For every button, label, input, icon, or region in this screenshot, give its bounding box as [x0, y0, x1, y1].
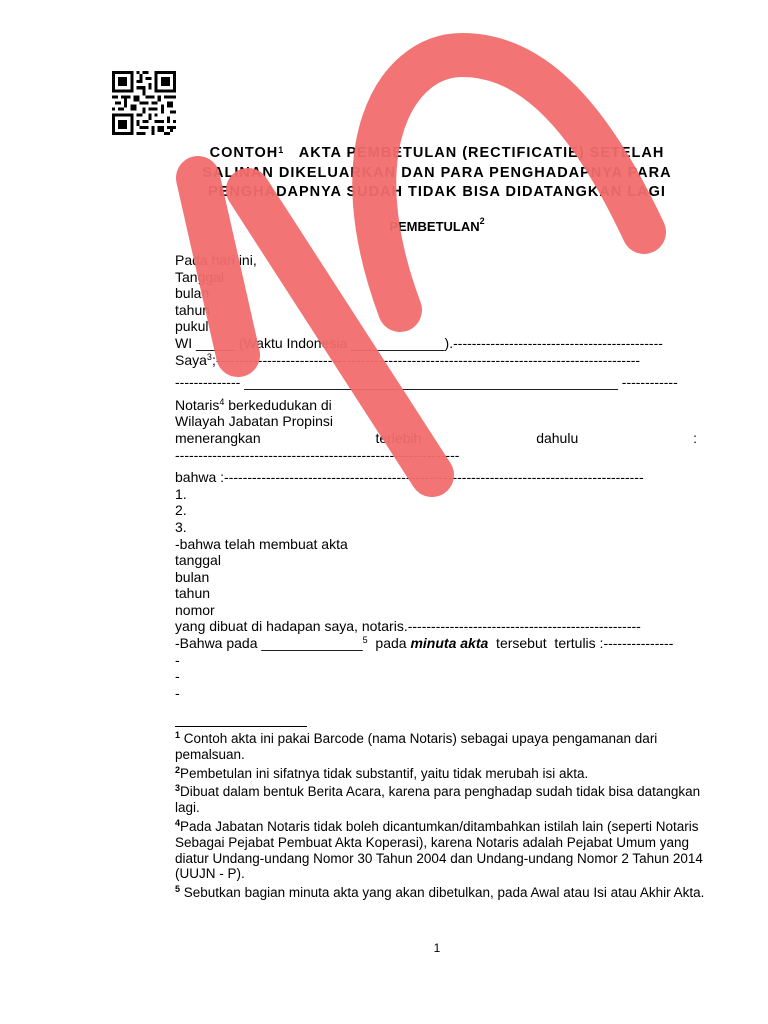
body-text: Saya [175, 351, 207, 368]
footnote-separator [175, 726, 307, 727]
footnote-ref-1[interactable]: 1 [278, 145, 285, 155]
body-line: yang dibuat di hadapan saya, notaris.-------------------------------------------------- [175, 618, 641, 635]
body-line: bulan [175, 285, 210, 302]
body-text: pada [367, 635, 411, 652]
body-line: 1. [175, 485, 187, 502]
body-word: : [693, 429, 697, 446]
footnote-number: 5 [175, 884, 181, 895]
body-line: - [175, 668, 180, 685]
footnotes [175, 731, 705, 904]
body-text: Notaris [175, 396, 220, 413]
body-line-justified [175, 430, 697, 447]
body-text: berkedudukan di [224, 396, 332, 413]
body-line: Tanggal [175, 268, 225, 285]
body-text: ;------------------------------------------------------------------------------------------- [211, 351, 641, 368]
document-title [170, 144, 704, 203]
body-line: tahun [175, 585, 211, 602]
body-word: menerangkan [175, 429, 261, 446]
body-line [175, 635, 697, 652]
body-line: WI _____ (Waktu Indonesia ____________).--------------------------------------------- [175, 334, 663, 351]
body-text: -Bahwa pada _____________ [175, 635, 363, 652]
footnote-number: 2 [175, 764, 181, 775]
footnote-ref-4[interactable]: 4 [219, 396, 225, 407]
body-line: -------------- ________________________________________________ ------------ [175, 374, 678, 391]
body-line: bulan [175, 568, 210, 585]
body-line: 2. [175, 502, 187, 519]
body-line: tahun [175, 301, 211, 318]
footnote-number: 1 [175, 730, 181, 740]
qr-code-image [112, 71, 176, 135]
emphasis-text: minuta akta [410, 635, 489, 652]
body-line: bahwa :------------------------------------------------------------------------------------------ [175, 469, 644, 486]
footnote-text: Pada Jabatan Notaris tidak boleh dicantumkan/ditambahkan istilah lain (seperti Notaris Sebagai Pejabat Pembuat Akta Koperasi), karena Notaris adalah Pejabat Umum yang diatur Undang-undang Nomor 30 Tahun 2004 dan Undang-undang Nomor 2 Tahun 2014 (UUJN - P). [175, 818, 703, 882]
body-line: - [175, 684, 180, 701]
title-line2: SALINAN DIKELUARKAN DAN PARA PENGHADAPNYA PARA [202, 164, 672, 181]
section-heading-text: PEMBETULAN [389, 219, 480, 234]
footnote-text: Dibuat dalam bentuk Berita Acara, karena para penghadap sudah tidak bisa datangkan lagi. [175, 784, 701, 816]
title-line3: PENGHADAPNYA SUDAH TIDAK BISA DIDATANGKAN LAGI [208, 184, 666, 200]
body-line [175, 352, 697, 369]
footnote-5 [175, 885, 705, 901]
body-line: tanggal [175, 552, 221, 569]
footnote-3 [175, 784, 705, 816]
body-line: pukul [175, 318, 209, 335]
body-word: terlebih [375, 429, 422, 446]
body-line: 3. [175, 518, 187, 535]
body-line: -bahwa telah membuat akta [175, 535, 348, 552]
footnote-1 [175, 731, 705, 763]
footnote-ref-5[interactable]: 5 [362, 635, 368, 646]
deed-body [175, 252, 697, 701]
body-line: Pada hari ini, [175, 252, 257, 268]
footnote-text: Sebutkan bagian minuta akta yang akan dibetulkan, pada Awal atau Isi atau Akhir Akta. [180, 885, 705, 901]
body-line: ------------------------------------------------------------- [175, 446, 460, 463]
footnote-4 [175, 819, 705, 882]
footnote-text: Pembetulan ini sifatnya tidak substantif, yaitu tidak merubah isi akta. [180, 765, 589, 781]
title-line1-end: AKTA PEMBETULAN (RECTIFICATIE) SETELAH [298, 145, 665, 161]
footnote-text: Contoh akta ini pakai Barcode (nama Notaris) sebagai upaya pengamanan dari pemalsuan. [175, 731, 658, 762]
body-line [175, 397, 697, 414]
footnote-number: 3 [175, 783, 181, 794]
footnote-number: 4 [175, 817, 181, 828]
body-line: Wilayah Jabatan Propinsi [175, 413, 333, 430]
footnote-ref-3[interactable]: 3 [206, 351, 212, 362]
page-number: 1 [433, 941, 441, 955]
body-word: dahulu [536, 429, 579, 446]
footnote-2 [175, 766, 705, 782]
body-line: nomor [175, 601, 215, 618]
footnote-ref-2[interactable]: 2 [479, 216, 485, 226]
title-line1-start: CONTOH [209, 145, 279, 161]
section-heading [170, 216, 704, 234]
body-text: tersebut tertulis :--------------- [488, 635, 674, 652]
body-line: - [175, 651, 180, 668]
